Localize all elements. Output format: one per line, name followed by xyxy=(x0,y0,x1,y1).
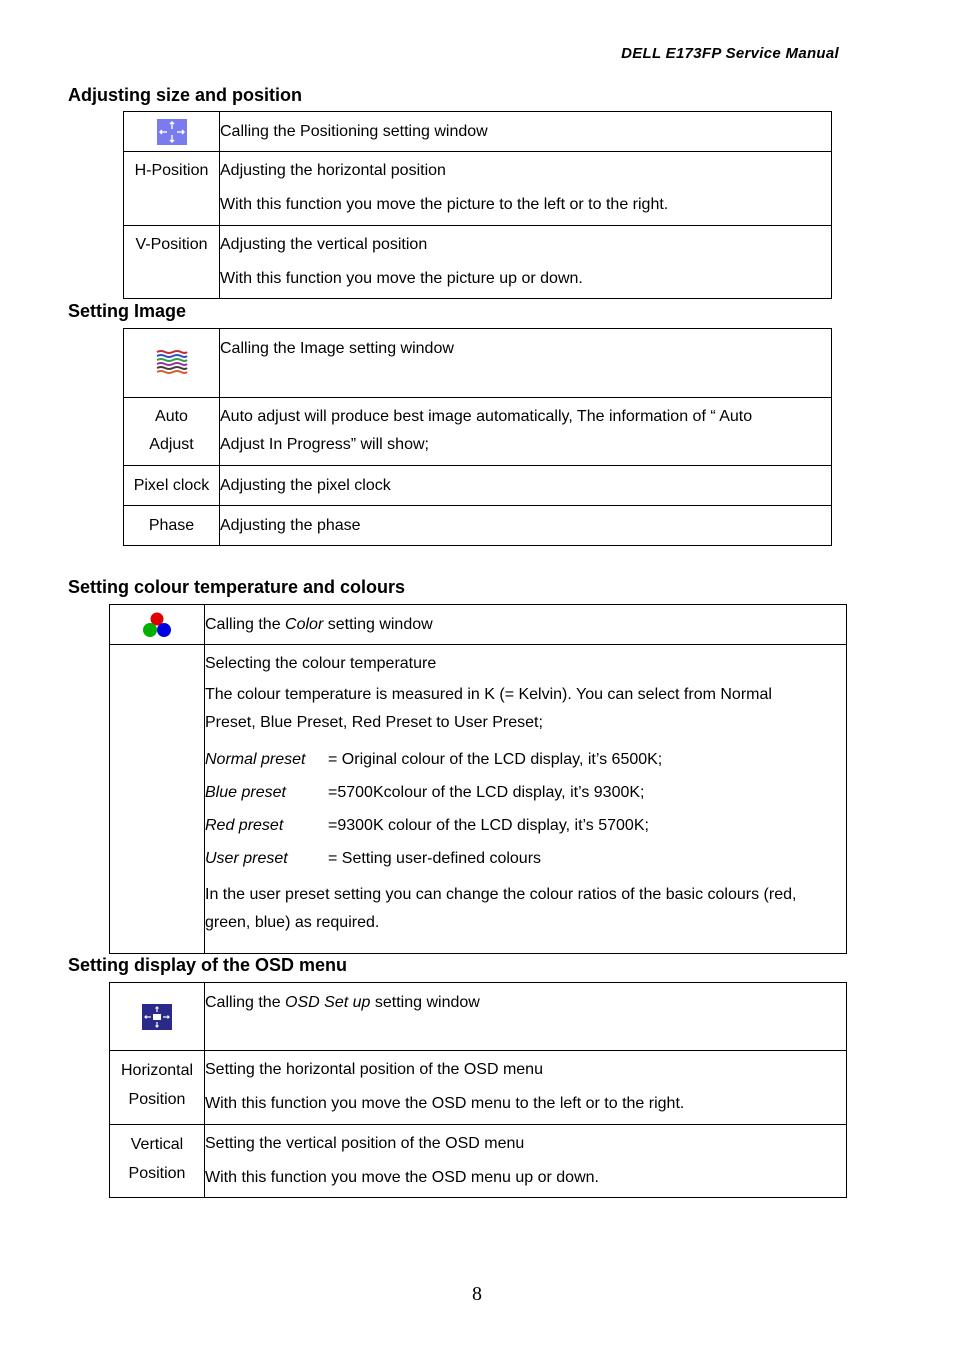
color-icon-cell xyxy=(110,605,205,645)
table-row xyxy=(124,506,832,546)
row-description xyxy=(205,1051,847,1125)
calling-prefix: Calling the xyxy=(205,615,286,633)
label-line: Vertical xyxy=(130,1136,184,1153)
preset-desc: = Setting user-defined colours xyxy=(328,850,542,867)
color-calling-text xyxy=(205,605,847,645)
image-table xyxy=(123,328,832,546)
row-description: Adjusting the phase xyxy=(220,506,832,546)
table-row xyxy=(110,645,847,954)
rgb-circles-icon xyxy=(139,611,175,639)
row-label xyxy=(110,1125,205,1198)
table-row xyxy=(124,466,832,506)
position-calling-text: Calling the Positioning setting window xyxy=(220,112,832,152)
preset-row xyxy=(205,782,846,804)
preset-desc: = Original colour of the LCD display, it’s 6500K; xyxy=(328,751,663,768)
description-line: Adjusting the horizontal position xyxy=(220,162,446,179)
section-title-osd: Setting display of the OSD menu xyxy=(68,955,348,975)
section-title-color: Setting colour temperature and colours xyxy=(68,577,406,597)
preset-desc: =9300K colour of the LCD display, it’s 5700K; xyxy=(328,817,649,834)
row-label xyxy=(110,1051,205,1125)
preset-desc: =5700Kcolour of the LCD display, it’s 9300K; xyxy=(328,784,645,801)
color-table xyxy=(109,604,847,954)
image-noise-icon xyxy=(156,349,188,377)
label-line: Position xyxy=(128,1091,186,1108)
description-line: Setting the horizontal position of the OSD menu xyxy=(205,1061,543,1078)
preset-name: Red preset xyxy=(205,817,284,834)
table-row xyxy=(124,226,832,299)
description-line: With this function you move the picture to the left or to the right. xyxy=(220,196,669,213)
table-row xyxy=(124,152,832,226)
description-line: The colour temperature is measured in K (= Kelvin). You can select from Normal xyxy=(205,686,772,703)
preset-row xyxy=(205,749,846,771)
preset-name: Blue preset xyxy=(205,784,286,801)
row-description: Adjusting the pixel clock xyxy=(220,466,832,506)
preset-row xyxy=(205,848,846,870)
table-row xyxy=(110,1125,847,1198)
description-line: Preset, Blue Preset, Red Preset to User Preset; xyxy=(205,714,543,731)
label-line: Position xyxy=(128,1165,186,1182)
description-line: Auto adjust will produce best image automatically, The information of “ Auto xyxy=(220,408,753,425)
calling-prefix: Calling the xyxy=(205,994,286,1011)
calling-window-name: OSD Set up xyxy=(285,994,371,1011)
osd-position-icon xyxy=(142,1004,172,1030)
label-line: Adjust xyxy=(149,436,194,453)
image-icon-cell xyxy=(124,329,220,398)
row-label xyxy=(124,398,220,466)
table-row xyxy=(110,1051,847,1125)
description-line: With this function you move the OSD menu to the left or to the right. xyxy=(205,1095,685,1112)
description-line: Selecting the colour temperature xyxy=(205,655,437,672)
image-calling-text xyxy=(220,329,832,398)
section-title-image: Setting Image xyxy=(68,301,187,321)
label-line: Horizontal xyxy=(120,1062,194,1079)
preset-row xyxy=(205,815,846,837)
page-number: 8 xyxy=(472,1283,482,1305)
description-line: Calling the Image setting window xyxy=(220,340,454,357)
row-label-empty xyxy=(110,645,205,954)
description-line: Setting the vertical position of the OSD menu xyxy=(205,1135,525,1152)
row-label: H-Position xyxy=(124,152,220,226)
osd-icon-cell xyxy=(110,983,205,1051)
calling-suffix: setting window xyxy=(370,994,480,1011)
osd-table xyxy=(109,982,847,1198)
preset-name: User preset xyxy=(205,850,288,867)
row-label: V-Position xyxy=(124,226,220,299)
description-line: green, blue) as required. xyxy=(205,914,380,931)
row-description xyxy=(220,398,832,466)
row-description xyxy=(205,1125,847,1198)
description-line: With this function you move the OSD menu up or down. xyxy=(205,1169,599,1186)
position-icon-cell xyxy=(124,112,220,152)
description-paragraph xyxy=(205,681,846,737)
description-line: Adjust In Progress” will show; xyxy=(220,436,429,453)
row-description xyxy=(220,152,832,226)
row-description xyxy=(205,645,847,954)
description-line xyxy=(205,992,846,1014)
move-arrows-icon xyxy=(157,119,187,145)
row-description xyxy=(220,226,832,299)
calling-suffix: setting window xyxy=(323,615,433,633)
label-line: Auto xyxy=(155,408,188,425)
running-header: DELL E173FP Service Manual xyxy=(621,45,839,62)
osd-calling-text xyxy=(205,983,847,1051)
preset-name: Normal preset xyxy=(205,751,306,768)
description-line: In the user preset setting you can change the colour ratios of the basic colours (red, xyxy=(205,886,797,903)
position-table xyxy=(123,111,832,299)
table-row xyxy=(124,398,832,466)
description-line: Adjusting the vertical position xyxy=(220,236,428,253)
row-label: Phase xyxy=(124,506,220,546)
description-paragraph xyxy=(205,881,846,937)
row-label: Pixel clock xyxy=(124,466,220,506)
description-line: With this function you move the picture up or down. xyxy=(220,270,583,287)
calling-window-name: Color xyxy=(285,615,324,633)
section-title-position: Adjusting size and position xyxy=(68,85,302,105)
